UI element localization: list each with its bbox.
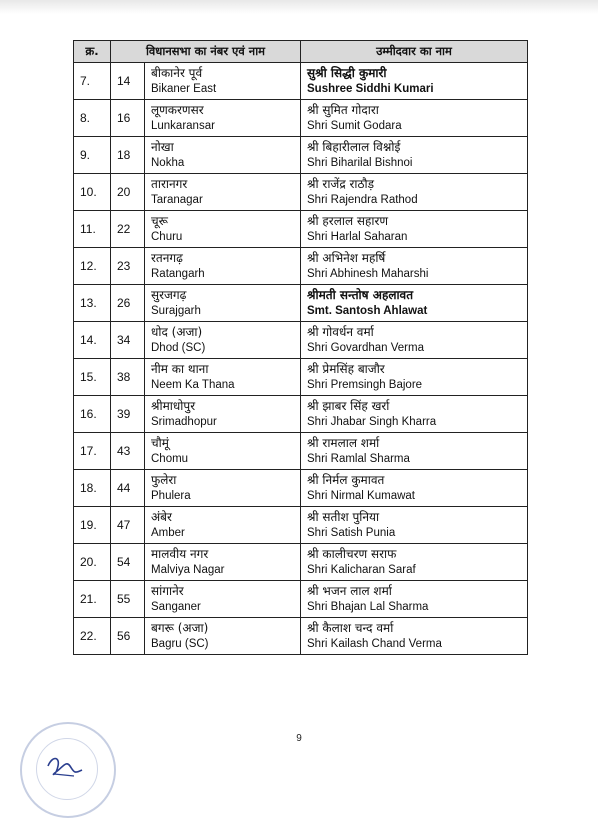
constituency-name-english: Sanganer bbox=[151, 601, 201, 613]
candidate-name-hindi: श्री हरलाल सहारण bbox=[307, 214, 389, 228]
candidate-name-english: Shri Satish Punia bbox=[307, 527, 396, 539]
candidate-list-table bbox=[73, 40, 528, 655]
table-row bbox=[74, 100, 528, 137]
serial-cell: 13. bbox=[74, 285, 111, 322]
constituency-name-english: Malviya Nagar bbox=[151, 564, 225, 576]
constituency-name-cell bbox=[145, 174, 301, 211]
header-constituency: विधानसभा का नंबर एवं नाम bbox=[111, 41, 301, 63]
constituency-number-cell: 55 bbox=[111, 581, 145, 618]
constituency-number-cell: 18 bbox=[111, 137, 145, 174]
constituency-name-cell bbox=[145, 100, 301, 137]
constituency-name-english: Dhod (SC) bbox=[151, 342, 206, 354]
candidate-name-cell bbox=[301, 100, 528, 137]
candidate-name-english: Shri Abhinesh Maharshi bbox=[307, 268, 429, 280]
table-row bbox=[74, 137, 528, 174]
table-row bbox=[74, 396, 528, 433]
candidate-name-cell bbox=[301, 544, 528, 581]
constituency-name-english: Taranagar bbox=[151, 194, 203, 206]
constituency-name-cell bbox=[145, 433, 301, 470]
candidate-name-hindi: श्री निर्मल कुमावत bbox=[307, 473, 385, 487]
header-serial: क्र. bbox=[74, 41, 111, 63]
constituency-number-cell: 16 bbox=[111, 100, 145, 137]
table-row bbox=[74, 322, 528, 359]
serial-cell: 17. bbox=[74, 433, 111, 470]
candidate-name-hindi: श्री कालीचरण सराफ bbox=[307, 547, 397, 561]
candidate-name-cell bbox=[301, 174, 528, 211]
constituency-number-cell: 47 bbox=[111, 507, 145, 544]
table-row bbox=[74, 211, 528, 248]
serial-cell: 19. bbox=[74, 507, 111, 544]
candidate-name-cell bbox=[301, 618, 528, 655]
constituency-number-cell: 56 bbox=[111, 618, 145, 655]
table-header-row bbox=[74, 41, 528, 63]
constituency-number-cell: 26 bbox=[111, 285, 145, 322]
candidate-name-english: Sushree Siddhi Kumari bbox=[307, 83, 434, 95]
serial-cell: 18. bbox=[74, 470, 111, 507]
constituency-name-cell bbox=[145, 359, 301, 396]
constituency-name-cell bbox=[145, 211, 301, 248]
serial-cell: 11. bbox=[74, 211, 111, 248]
constituency-name-cell bbox=[145, 470, 301, 507]
candidate-name-hindi: श्री बिहारीलाल विश्नोई bbox=[307, 140, 401, 154]
candidate-name-english: Shri Harlal Saharan bbox=[307, 231, 408, 243]
constituency-name-cell bbox=[145, 507, 301, 544]
constituency-name-hindi: चूरू bbox=[151, 214, 168, 228]
constituency-name-cell bbox=[145, 322, 301, 359]
candidate-name-english: Shri Kailash Chand Verma bbox=[307, 638, 442, 650]
serial-cell: 21. bbox=[74, 581, 111, 618]
constituency-name-english: Neem Ka Thana bbox=[151, 379, 235, 391]
candidate-name-english: Smt. Santosh Ahlawat bbox=[307, 305, 428, 317]
candidate-name-cell bbox=[301, 581, 528, 618]
candidate-name-hindi: श्री राजेंद्र राठौड़ bbox=[307, 177, 375, 191]
constituency-name-cell bbox=[145, 248, 301, 285]
candidate-name-cell bbox=[301, 63, 528, 100]
page-number: 9 bbox=[296, 733, 302, 744]
constituency-name-hindi: सांगानेर bbox=[151, 584, 184, 598]
constituency-name-hindi: फुलेरा bbox=[151, 473, 177, 487]
table-row bbox=[74, 618, 528, 655]
constituency-number-cell: 39 bbox=[111, 396, 145, 433]
candidate-name-hindi: श्री सुमित गोदारा bbox=[307, 103, 379, 117]
constituency-number-cell: 14 bbox=[111, 63, 145, 100]
candidate-name-cell bbox=[301, 507, 528, 544]
constituency-number-cell: 22 bbox=[111, 211, 145, 248]
candidate-name-cell bbox=[301, 248, 528, 285]
constituency-name-cell bbox=[145, 137, 301, 174]
serial-cell: 7. bbox=[74, 63, 111, 100]
candidate-name-english: Shri Sumit Godara bbox=[307, 120, 402, 132]
constituency-number-cell: 38 bbox=[111, 359, 145, 396]
serial-cell: 16. bbox=[74, 396, 111, 433]
constituency-name-cell bbox=[145, 63, 301, 100]
constituency-name-hindi: धोद (अजा) bbox=[151, 325, 203, 339]
candidate-name-english: Shri Nirmal Kumawat bbox=[307, 490, 415, 502]
constituency-name-hindi: सुरजगढ़ bbox=[151, 288, 187, 302]
candidate-name-cell bbox=[301, 211, 528, 248]
serial-cell: 15. bbox=[74, 359, 111, 396]
serial-cell: 22. bbox=[74, 618, 111, 655]
candidate-name-english: Shri Biharilal Bishnoi bbox=[307, 157, 413, 169]
constituency-number-cell: 34 bbox=[111, 322, 145, 359]
constituency-name-hindi: नीम का थाना bbox=[151, 362, 209, 376]
candidate-name-english: Shri Govardhan Verma bbox=[307, 342, 424, 354]
candidate-name-english: Shri Kalicharan Saraf bbox=[307, 564, 416, 576]
constituency-name-english: Srimadhopur bbox=[151, 416, 217, 428]
constituency-name-hindi: नोखा bbox=[151, 140, 174, 154]
signature-icon bbox=[44, 752, 86, 783]
table-row bbox=[74, 470, 528, 507]
constituency-name-hindi: मालवीय नगर bbox=[151, 547, 209, 561]
constituency-number-cell: 54 bbox=[111, 544, 145, 581]
candidate-name-cell bbox=[301, 285, 528, 322]
constituency-name-cell bbox=[145, 285, 301, 322]
constituency-name-english: Ratangarh bbox=[151, 268, 205, 280]
candidate-name-hindi: श्रीमती सन्तोष अहलावत bbox=[307, 288, 414, 302]
candidate-name-cell bbox=[301, 359, 528, 396]
candidate-name-english: Shri Premsingh Bajore bbox=[307, 379, 423, 391]
candidate-name-hindi: श्री प्रेमसिंह बाजौर bbox=[307, 362, 385, 376]
constituency-name-hindi: श्रीमाधोपुर bbox=[151, 399, 196, 413]
candidate-name-cell bbox=[301, 322, 528, 359]
serial-cell: 12. bbox=[74, 248, 111, 285]
candidate-name-cell bbox=[301, 396, 528, 433]
constituency-number-cell: 43 bbox=[111, 433, 145, 470]
constituency-name-english: Lunkaransar bbox=[151, 120, 215, 132]
constituency-name-hindi: अंबेर bbox=[151, 510, 172, 524]
header-candidate: उम्मीदवार का नाम bbox=[301, 41, 528, 63]
candidate-name-english: Shri Bhajan Lal Sharma bbox=[307, 601, 429, 613]
constituency-name-cell bbox=[145, 544, 301, 581]
candidate-name-english: Shri Rajendra Rathod bbox=[307, 194, 418, 206]
constituency-name-hindi: बीकानेर पूर्व bbox=[151, 66, 203, 80]
candidate-name-hindi: श्री सतीश पुनिया bbox=[307, 510, 380, 524]
constituency-name-english: Churu bbox=[151, 231, 183, 243]
constituency-name-cell bbox=[145, 581, 301, 618]
constituency-name-hindi: रतनगढ़ bbox=[151, 251, 183, 265]
constituency-name-english: Chomu bbox=[151, 453, 189, 465]
table-row bbox=[74, 248, 528, 285]
constituency-name-english: Bikaner East bbox=[151, 83, 217, 95]
candidate-name-english: Shri Ramlal Sharma bbox=[307, 453, 410, 465]
table-row bbox=[74, 544, 528, 581]
constituency-name-english: Phulera bbox=[151, 490, 191, 502]
candidate-name-hindi: श्री कैलाश चन्द वर्मा bbox=[307, 621, 394, 635]
constituency-number-cell: 44 bbox=[111, 470, 145, 507]
candidate-name-hindi: श्री झाबर सिंह खर्रा bbox=[307, 399, 390, 413]
table-row bbox=[74, 433, 528, 470]
table-row bbox=[74, 285, 528, 322]
candidate-name-cell bbox=[301, 470, 528, 507]
serial-cell: 20. bbox=[74, 544, 111, 581]
candidate-name-hindi: सुश्री सिद्धी कुमारी bbox=[307, 66, 387, 80]
table-row bbox=[74, 63, 528, 100]
serial-cell: 14. bbox=[74, 322, 111, 359]
serial-cell: 8. bbox=[74, 100, 111, 137]
constituency-name-hindi: चौमूं bbox=[151, 436, 169, 450]
constituency-name-english: Surajgarh bbox=[151, 305, 201, 317]
candidate-name-hindi: श्री अभिनेश महर्षि bbox=[307, 251, 386, 265]
constituency-name-english: Amber bbox=[151, 527, 185, 539]
candidate-name-cell bbox=[301, 137, 528, 174]
candidate-name-hindi: श्री गोवर्धन वर्मा bbox=[307, 325, 374, 339]
constituency-name-hindi: लूणकरणसर bbox=[151, 103, 204, 117]
constituency-number-cell: 20 bbox=[111, 174, 145, 211]
constituency-name-hindi: तारानगर bbox=[151, 177, 188, 191]
constituency-name-hindi: बगरू (अजा) bbox=[151, 621, 209, 635]
serial-cell: 9. bbox=[74, 137, 111, 174]
page-edge-shadow bbox=[0, 0, 598, 14]
constituency-number-cell: 23 bbox=[111, 248, 145, 285]
constituency-name-cell bbox=[145, 396, 301, 433]
candidate-name-cell bbox=[301, 433, 528, 470]
table-row bbox=[74, 174, 528, 211]
constituency-name-english: Bagru (SC) bbox=[151, 638, 209, 650]
candidate-name-hindi: श्री भजन लाल शर्मा bbox=[307, 584, 392, 598]
table-row bbox=[74, 581, 528, 618]
candidate-name-hindi: श्री रामलाल शर्मा bbox=[307, 436, 380, 450]
table-row bbox=[74, 507, 528, 544]
table-row bbox=[74, 359, 528, 396]
candidate-name-english: Shri Jhabar Singh Kharra bbox=[307, 416, 437, 428]
serial-cell: 10. bbox=[74, 174, 111, 211]
constituency-name-english: Nokha bbox=[151, 157, 185, 169]
constituency-name-cell bbox=[145, 618, 301, 655]
